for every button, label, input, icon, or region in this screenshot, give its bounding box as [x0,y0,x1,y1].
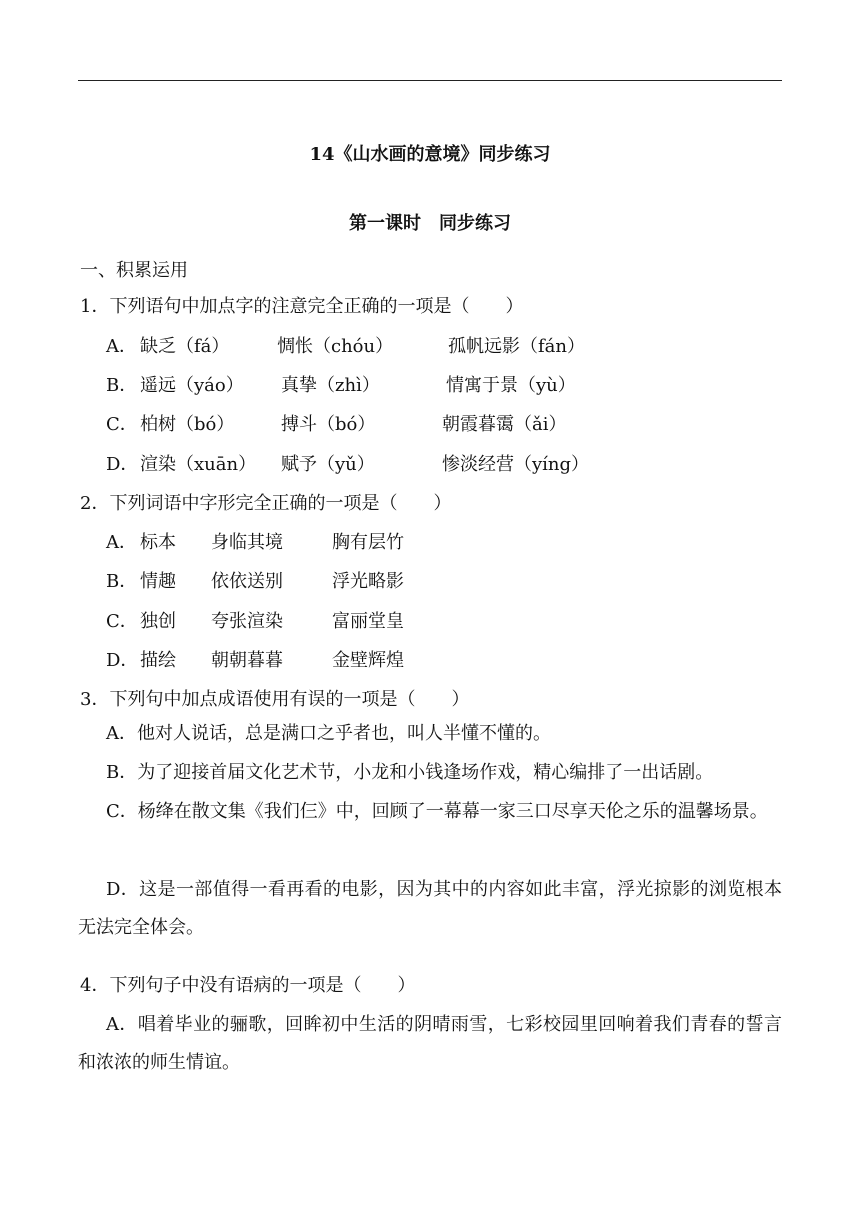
option-label: B． [106,571,138,592]
question-3-option-d: D．这是一部值得一看再看的电影，因为其中的内容如此丰富，浮光掠影的浏览根本无法完全体会。 [78,879,782,938]
question-3-option-c: C．杨绛在散文集《我们仨》中，回顾了一幕幕一家三口尽享天伦之乐的温馨场景。 [106,801,768,822]
option-item: 缺乏（fá） [140,336,230,357]
header-rule [78,80,782,81]
option-item: 依依送别 [211,571,283,592]
option-label: A． [106,532,137,553]
section-heading: 一、积累运用 [80,260,188,281]
option-label: B． [106,375,138,396]
option-item: 朝朝暮暮 [211,650,283,671]
question-3-option-b: B．为了迎接首届文化艺术节，小龙和小钱逢场作戏，精心编排了一出话剧。 [106,762,714,783]
option-item: 孤帆远影（fán） [448,336,585,357]
option-item: 惆怅（chóu） [277,336,394,357]
option-item: 描绘 [140,650,176,671]
option-item: 身临其境 [211,532,283,553]
option-item: 情趣 [140,571,176,592]
option-label: A． [106,336,137,357]
option-item: 浮光略影 [332,571,404,592]
question-1-stem: 1．下列语句中加点字的注意完全正确的一项是（ ） [80,296,524,317]
option-item: 富丽堂皇 [332,611,404,632]
option-label: C． [106,611,138,632]
option-item: 标本 [140,532,176,553]
option-item: 朝霞暮霭（ǎi） [442,414,567,435]
option-item: 胸有层竹 [332,532,404,553]
question-4-stem: 4．下列句子中没有语病的一项是（ ） [80,975,416,996]
option-item: 金壁辉煌 [332,650,404,671]
question-4-option-a: A．唱着毕业的骊歌，回眸初中生活的阴晴雨雪，七彩校园里回响着我们青春的誓言和浓浓的师生情谊。 [78,1014,782,1073]
option-item: 惨淡经营（yíng） [442,454,590,475]
option-item: 遥远（yáo） [140,375,244,396]
option-item: 情寓于景（yù） [446,375,576,396]
document-subtitle: 第一课时 同步练习 [349,213,511,234]
question-2-stem: 2．下列词语中字形完全正确的一项是（ ） [80,493,452,514]
option-label: D． [106,650,139,671]
option-item: 真挚（zhì） [281,375,380,396]
document-title: 14《山水画的意境》同步练习 [309,144,551,165]
option-label: C． [106,414,138,435]
option-label: D． [106,454,139,475]
question-3-option-a: A．他对人说话，总是满口之乎者也，叫人半懂不懂的。 [106,723,551,744]
option-item: 独创 [140,611,176,632]
option-item: 柏树（bó） [140,414,235,435]
option-item: 夸张渲染 [211,611,283,632]
option-item: 渲染（xuān） [140,454,257,475]
option-item: 搏斗（bó） [281,414,376,435]
question-3-stem: 3．下列句中加点成语使用有误的一项是（ ） [80,689,470,710]
option-item: 赋予（yǔ） [281,454,375,475]
